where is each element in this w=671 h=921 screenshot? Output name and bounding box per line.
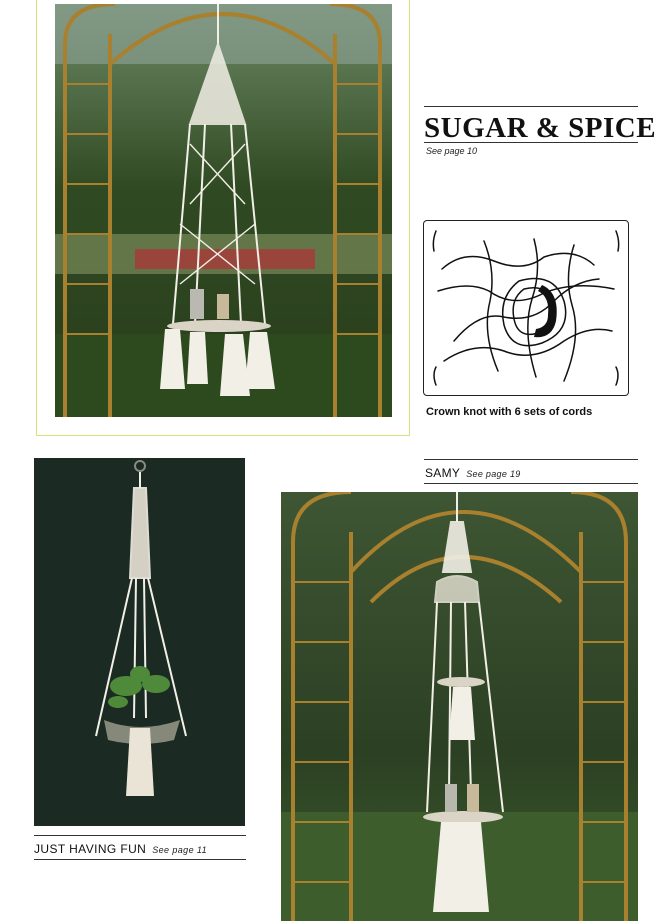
- photo-sugar-and-spice: [55, 4, 392, 417]
- see-page-samy: See page 19: [466, 469, 521, 479]
- title-fun-text: JUST HAVING FUN: [34, 842, 147, 856]
- see-page-sugar: See page 10: [426, 146, 478, 156]
- title-samy: [425, 466, 521, 480]
- title-samy-text: SAMY: [425, 466, 461, 480]
- see-page-fun: See page 11: [152, 845, 208, 855]
- crown-knot-diagram: [423, 220, 629, 396]
- title-rule-top: [424, 106, 638, 107]
- title-rule-bottom: [424, 142, 638, 143]
- title-sugar-and-spice: SUGAR & SPICE: [424, 112, 657, 144]
- fun-rule-top: [34, 835, 246, 836]
- samy-rule-bottom: [424, 483, 638, 484]
- fun-rule-bottom: [34, 859, 246, 860]
- photo-samy: [281, 492, 638, 921]
- diagram-caption: Crown knot with 6 sets of cords: [426, 406, 593, 418]
- samy-rule-top: [424, 459, 638, 460]
- title-just-having-fun: [34, 842, 207, 856]
- photo-just-having-fun: [34, 458, 245, 826]
